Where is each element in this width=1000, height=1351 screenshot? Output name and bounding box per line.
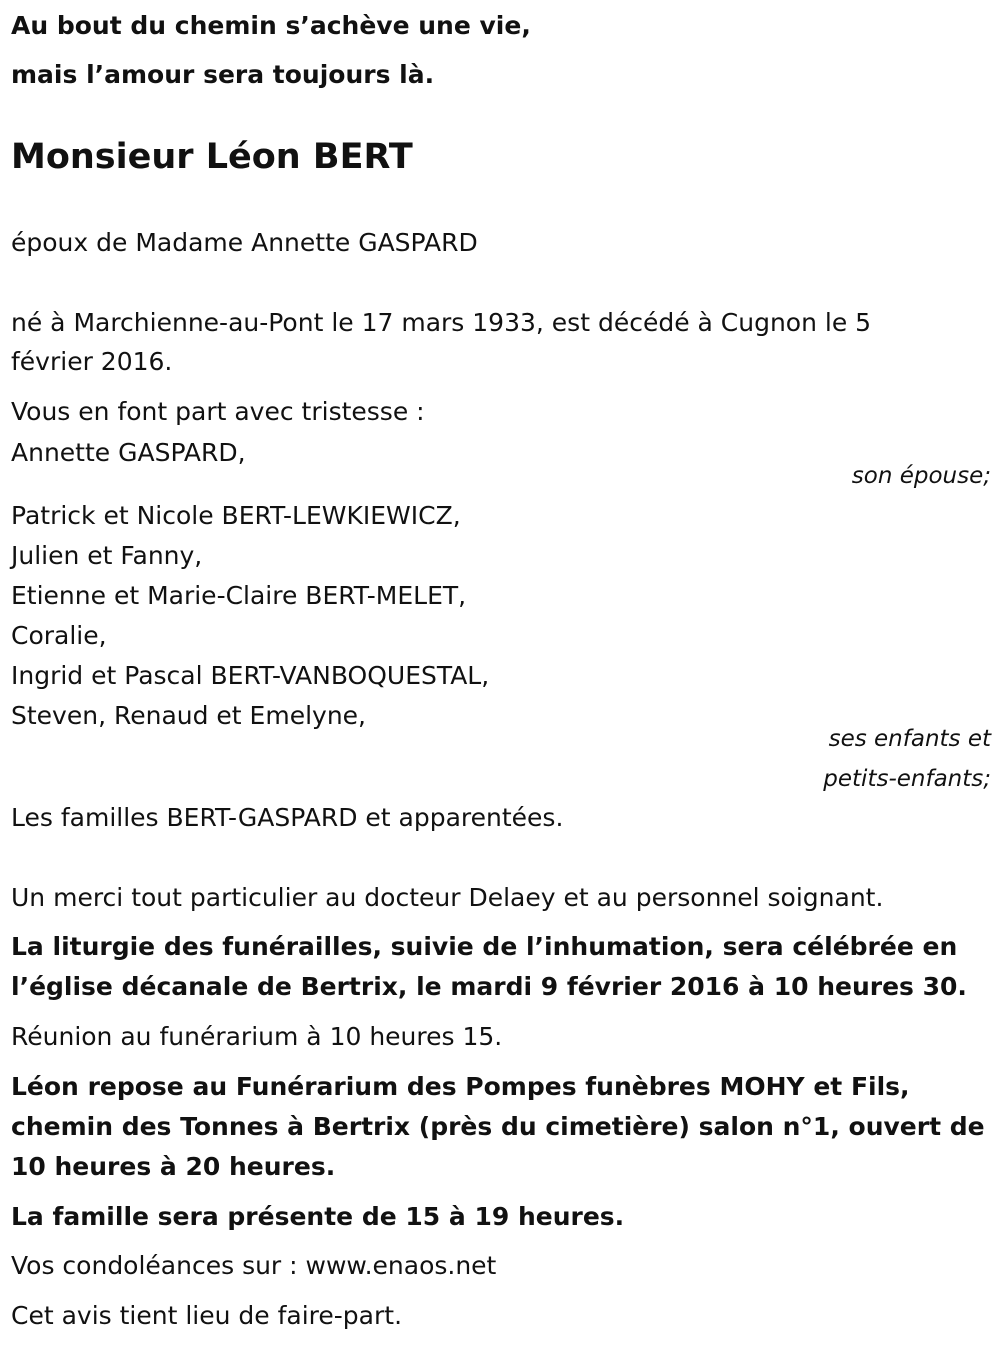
rest-line-3: 10 heures à 20 heures. <box>11 1152 336 1181</box>
child-line: Coralie, <box>11 621 107 650</box>
epigraph-line-1: Au bout du chemin s’achève une vie, <box>11 11 531 40</box>
spouse-role: son épouse; <box>851 463 991 489</box>
child-line: Ingrid et Pascal BERT-VANBOQUESTAL, <box>11 661 490 690</box>
children-role-line-1: ses enfants et <box>828 726 991 752</box>
spouse-name: Annette GASPARD, <box>11 438 246 467</box>
meeting-line: Réunion au funérarium à 10 heures 15. <box>11 1022 503 1051</box>
obituary-notice <box>11 0 991 1351</box>
birth-death-line-2: février 2016. <box>11 347 173 376</box>
child-line: Julien et Fanny, <box>11 541 203 570</box>
thanks-line: Un merci tout particulier au docteur Delaey et au personnel soignant. <box>11 883 884 912</box>
child-line: Steven, Renaud et Emelyne, <box>11 701 366 730</box>
child-line: Etienne et Marie-Claire BERT-MELET, <box>11 581 467 610</box>
children-role-line-2: petits-enfants; <box>823 766 991 792</box>
spouse-line: époux de Madame Annette GASPARD <box>11 228 478 257</box>
rest-line-1: Léon repose au Funérarium des Pompes funèbres MOHY et Fils, <box>11 1072 910 1101</box>
liturgy-line-1: La liturgie des funérailles, suivie de l’inhumation, sera célébrée en <box>11 932 958 961</box>
condolences-line: Vos condoléances sur : www.enaos.net <box>11 1251 497 1280</box>
liturgy-line-2: l’église décanale de Bertrix, le mardi 9 février 2016 à 10 heures 30. <box>11 972 967 1001</box>
child-line: Patrick et Nicole BERT-LEWKIEWICZ, <box>11 501 461 530</box>
birth-death-line-1: né à Marchienne-au-Pont le 17 mars 1933, est décédé à Cugnon le 5 <box>11 308 872 337</box>
rest-line-2: chemin des Tonnes à Bertrix (près du cimetière) salon n°1, ouvert de <box>11 1112 985 1141</box>
notice-line: Cet avis tient lieu de faire-part. <box>11 1301 403 1330</box>
epigraph-line-2: mais l’amour sera toujours là. <box>11 60 435 89</box>
families-line: Les familles BERT-GASPARD et apparentées. <box>11 803 564 832</box>
deceased-name: Monsieur Léon BERT <box>11 137 413 177</box>
family-presence-line: La famille sera présente de 15 à 19 heures. <box>11 1202 625 1231</box>
announcement-intro: Vous en font part avec tristesse : <box>11 397 425 426</box>
